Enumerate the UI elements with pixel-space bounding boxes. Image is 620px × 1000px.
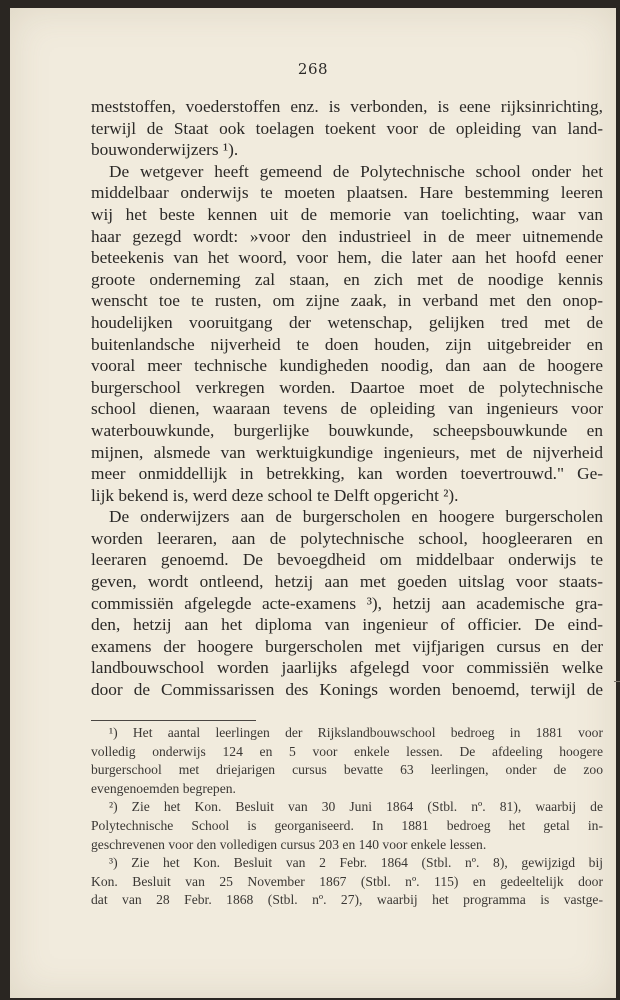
body-line: door de Commissarissen des Konings worden benoemd, terwijl de [91,680,603,700]
body-line: examens der hoogere burgerscholen met vijfjarigen cursus en der [91,636,603,656]
body-line: meststoffen, voederstoffen enz. is verbonden, is eene rijksinrichting, [91,97,603,116]
body-line: commissiën afgelegde acte-examens ³), hetzij aan academische gra- [91,593,603,613]
page-number: 268 [297,60,329,78]
body-line: beteekenis van het woord, voor hem, die later aan het hoofd eener [91,248,603,268]
body-line: den, hetzij aan het diploma van ingenieur of officier. De eind- [91,615,603,635]
body-line: terwijl de Staat ook toelagen toekent voor de opleiding van land- [91,118,603,138]
body-line: De wetgever heeft gemeend de Polytechnische school onder het [109,161,603,181]
body-line: mijnen, alsmede van werktuigkundige ingenieurs, met de nijverheid [91,442,603,462]
body-line: waterbouwkunde, burgerlijke bouwkunde, scheepsbouwkunde en [91,420,603,440]
body-line: vooral meer technische kundigheden noodig, dan aan de hoogere [91,356,603,376]
footnote-line: geschrevenen voor den volledigen cursus 203 en 140 voor enkele lessen. [91,836,487,852]
body-line: landbouwschool worden jaarlijks afgelegd voor commissiën welke [91,658,603,678]
footnote-line: ²) Zie het Kon. Besluit van 30 Juni 1864 (Stbl. nº. 81), waarbij de [109,799,603,815]
book-page [10,8,616,998]
body-line: haar gezegd wordt: »voor den industrieel in de meer uitnemende [91,226,603,246]
margin-mark [614,681,620,682]
body-line: lijk bekend is, werd deze school te Delft opgericht ²). [91,485,459,505]
body-line: leeraren genoemd. De bevoegdheid om middelbaar onderwijs te [91,550,603,570]
footnote-line: burgerschool met driejarigen cursus bevatte 63 leerlingen, onder de zoo [91,762,603,778]
footnote-line: evengenoemden begrepen. [91,780,236,796]
body-line: bouwonderwijzers ¹). [91,140,239,160]
body-line: houdelijken vooruitgang der wetenschap, gelijken tred met de [91,312,603,332]
body-line: De onderwijzers aan de burgerscholen en hoogere burgerscholen [109,507,603,527]
footnote-line: ³) Zie het Kon. Besluit van 2 Febr. 1864 (Stbl. nº. 8), gewijzigd bij [109,855,603,871]
body-line: worden leeraren, aan de polytechnische school, hoogleeraren en [91,528,603,548]
footnote-line: volledig onderwijs 124 en 5 voor enkele lessen. De afdeeling hoogere [91,743,603,759]
body-line: meer onmiddellijk in betrekking, kan worden toevertrouwd." Ge- [91,464,603,484]
body-line: wij het beste kennen uit de memorie van toelichting, waar van [91,204,603,224]
footnote-rule [91,720,256,721]
body-text [91,96,603,701]
body-line: school dienen, waaraan tevens de opleiding van ingenieurs voor [91,399,603,419]
body-line: middelbaar onderwijs te moeten plaatsen. Hare bestemming leeren [91,183,603,203]
body-line: geven, wordt ontleend, hetzij aan met goeden uitslag voor staats- [91,572,603,592]
footnote-line: dat van 28 Febr. 1868 (Stbl. nº. 27), waarbij het programma is vastge- [91,892,603,908]
body-line: burgerschool verkregen worden. Daartoe moet de polytechnische [91,377,603,397]
footnote-line: ¹) Het aantal leerlingen der Rijkslandbouwschool bedroeg in 1881 voor [109,725,603,740]
body-line: buitenlandsche nijverheid te doen houden, zijn uitgebreider en [91,334,603,354]
body-line: wenscht toe te rusten, om zijne zaak, in verband met den onop- [91,291,603,311]
footnotes [91,724,603,910]
footnote-line: Polytechnische School is georganiseerd. In 1881 bedroeg het getal in- [91,817,603,833]
body-line: groote onderneming zal staan, en zich met de noodige kennis [91,269,603,289]
footnote-line: Kon. Besluit van 25 November 1867 (Stbl. nº. 115) en gedeeltelijk door [91,873,603,889]
